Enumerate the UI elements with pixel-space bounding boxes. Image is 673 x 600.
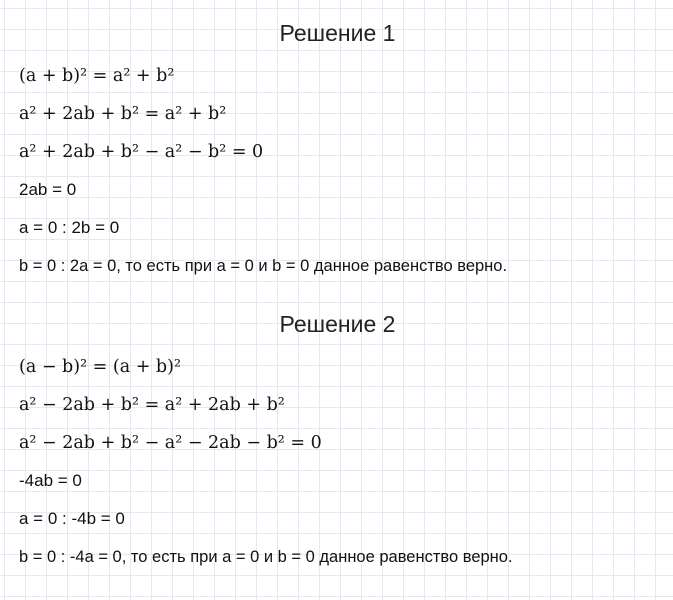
equation-text: (a + b)² = a² + b²: [19, 66, 175, 86]
solution-1-title: Решение 1: [279, 20, 396, 46]
equation-line: [0, 429, 673, 461]
equation-text: a² − 2ab + b² − a² − 2ab − b² = 0: [19, 433, 322, 453]
equation-line: [0, 100, 673, 132]
equation-text: 2ab = 0: [19, 180, 77, 199]
equation-text: a = 0 : 2b = 0: [19, 218, 120, 237]
equation-line: [0, 353, 673, 385]
equation-line: [0, 138, 673, 170]
equation-line: [0, 391, 673, 423]
solution-2-title: Решение 2: [279, 311, 396, 337]
equation-text: a² − 2ab + b² = a² + 2ab + b²: [19, 395, 285, 415]
equation-line: [0, 505, 673, 537]
solution-2-lines: [0, 353, 673, 575]
equation-line: [0, 467, 673, 499]
solution-2: [0, 309, 673, 581]
equation-text: a² + 2ab + b² = a² + b²: [19, 104, 227, 124]
equation-line: [0, 214, 673, 246]
equation-text: -4ab = 0: [19, 471, 82, 490]
conclusion-line: [0, 252, 673, 284]
conclusion-line: [0, 543, 673, 575]
equation-text: a = 0 : -4b = 0: [19, 509, 125, 528]
conclusion-text: b = 0 : -4a = 0, то есть при a = 0 и b = 0 данное равенство верно.: [19, 548, 513, 566]
equation-line: [0, 62, 673, 94]
solution-1: [0, 18, 673, 290]
solution-1-lines: [0, 62, 673, 284]
conclusion-text: b = 0 : 2a = 0, то есть при a = 0 и b = 0 данное равенство верно.: [19, 257, 508, 275]
equation-text: (a − b)² = (a + b)²: [19, 357, 181, 377]
equation-text: a² + 2ab + b² − a² − b² = 0: [19, 142, 264, 162]
equation-line: [0, 176, 673, 208]
